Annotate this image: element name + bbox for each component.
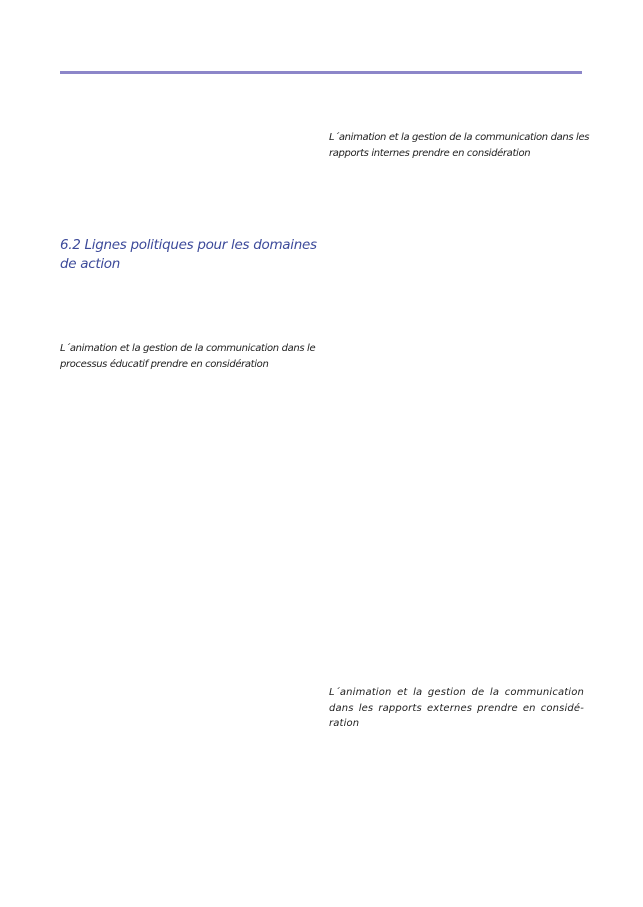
- header-rule: [60, 71, 582, 74]
- note-internal-communication: L´animation et la gestion de la communication dans les rapports internes prendre en considération: [329, 132, 590, 159]
- note-educational-communication: L´animation et la gestion de la communication dans le processus éducatif prendre en considération: [60, 343, 316, 370]
- section-heading: 6.2 Lignes politiques pour les domaines de action: [60, 237, 317, 272]
- note-external-communication: L´animation et la gestion de la communication dans les rapports externes prendre en considé-ration: [329, 687, 584, 729]
